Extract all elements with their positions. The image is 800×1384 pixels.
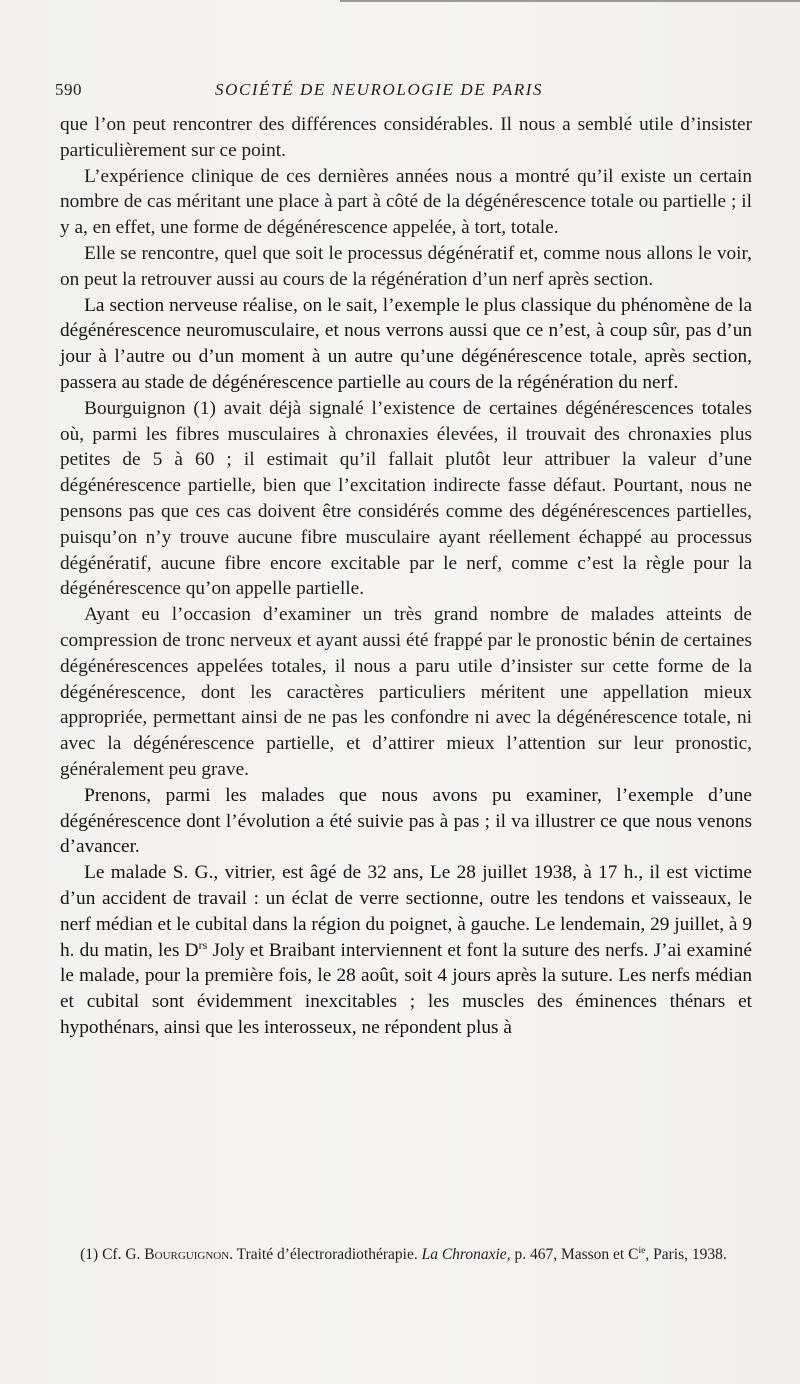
footnote-text: . Traité d’électroradiothérapie. <box>229 1246 422 1263</box>
footnote-text: , p. 467, Masson et C <box>506 1246 639 1263</box>
body-text <box>60 112 752 1041</box>
paragraph-text: Joly et Braibant interviennent et font la suture des nerfs. J’ai examiné le malade, pour la première fois, le 28 août, soit 4 jours après la suture. Les nerfs médian et cubital sont évidemment inexcitables ; les muscles des éminences thénars et hypothénars, ainsi que les interosseux, ne répondent plus à <box>60 939 752 1038</box>
paragraph: Elle se rencontre, quel que soit le processus dégénératif et, comme nous allons le voir, on peut la retrouver aussi au cours de la régénération d’un nerf après section. <box>60 242 752 290</box>
footnote-text: , Paris, 1938. <box>645 1246 727 1263</box>
footnote <box>60 1244 752 1265</box>
paragraph-text: Le malade S. G., vitrier, est âgé de 32 ans, Le 28 juillet 1938, à 17 h., il est victime d’un accident de travail : un éclat de verre sectionne, outre les tendons et vaisseaux, le nerf médian et le cubital dans la région du poignet, à gauche. Le lendemain, 29 juillet, à 9 h. du matin, les D <box>60 862 752 961</box>
paragraph: La section nerveuse réalise, on le sait, l’exemple le plus classique du phénomène de la dégénérescence neuromusculaire, et nous verrons aussi que ce n’est, à coup sûr, pas d’un jour à l’autre ou d’un moment à un autre qu’une dégénérescence totale, après section, passera au stade de dégénérescence partielle au cours de la régénération du nerf. <box>60 294 752 393</box>
footnote-author: Bourguignon <box>144 1246 230 1263</box>
paragraph: Prenons, parmi les malades que nous avons pu examiner, l’exemple d’une dégénérescence dont l’évolution a été suivie pas à pas ; il va illustrer ce que nous venons d’avancer. <box>60 784 752 858</box>
footnote-superscript: ie <box>638 1245 646 1257</box>
footnote-book-title: La Chronaxie <box>421 1246 507 1263</box>
superscript: rs <box>198 937 208 952</box>
paragraph-last <box>60 860 752 1041</box>
paragraph: Bourguignon (1) avait déjà signalé l’existence de certaines dégénérescences totales où, parmi les fibres musculaires à chronaxies élevées, il trouvait des chronaxies plus petites de 5 à 60 ; il estimait qu’il fallait plutôt leur attribuer la valeur d’une dégénérescence partielle, bien que l’excitation indirecte fasse défaut. Pourtant, nous ne pensons pas que ces cas doivent être considérés comme des dégénérescences partielles, puisqu’on n’y trouve aucune fibre musculaire ayant réellement échappé au processus dégénératif, aucune fibre encore excitable par le nerf, comme c’est la règle pour la dégénérescence qu’on appelle partielle. <box>60 397 752 600</box>
top-rule <box>340 0 800 2</box>
footnote-marker: (1) Cf. G. <box>80 1246 145 1263</box>
running-head: SOCIÉTÉ DE NEUROLOGIE DE PARIS <box>215 80 544 99</box>
paragraph: que l’on peut rencontrer des différences considérables. Il nous a semblé utile d’insister particulièrement sur ce point. <box>60 114 752 161</box>
page-header <box>55 80 755 106</box>
paragraph: Ayant eu l’occasion d’examiner un très grand nombre de malades atteints de compression de tronc nerveux et ayant aussi été frappé par le pronostic bénin de certaines dégénérescences appelées totales, il nous a paru utile d’insister sur cette forme de la dégénérescence, dont les caractères particuliers méritent une appellation mieux appropriée, permettant ainsi de ne pas les confondre ni avec la dégénérescence totale, ni avec la dégénérescence partielle, et d’attirer mieux l’attention sur leur pronostic, généralement peu grave. <box>60 604 752 780</box>
paragraph: L’expérience clinique de ces dernières années nous a montré qu’il existe un certain nombre de cas méritant une place à part à côté de la dégénérescence totale ou partielle ; il y a, en effet, une forme de dégénérescence appelée, à tort, totale. <box>60 165 752 239</box>
page-number: 590 <box>55 80 82 99</box>
